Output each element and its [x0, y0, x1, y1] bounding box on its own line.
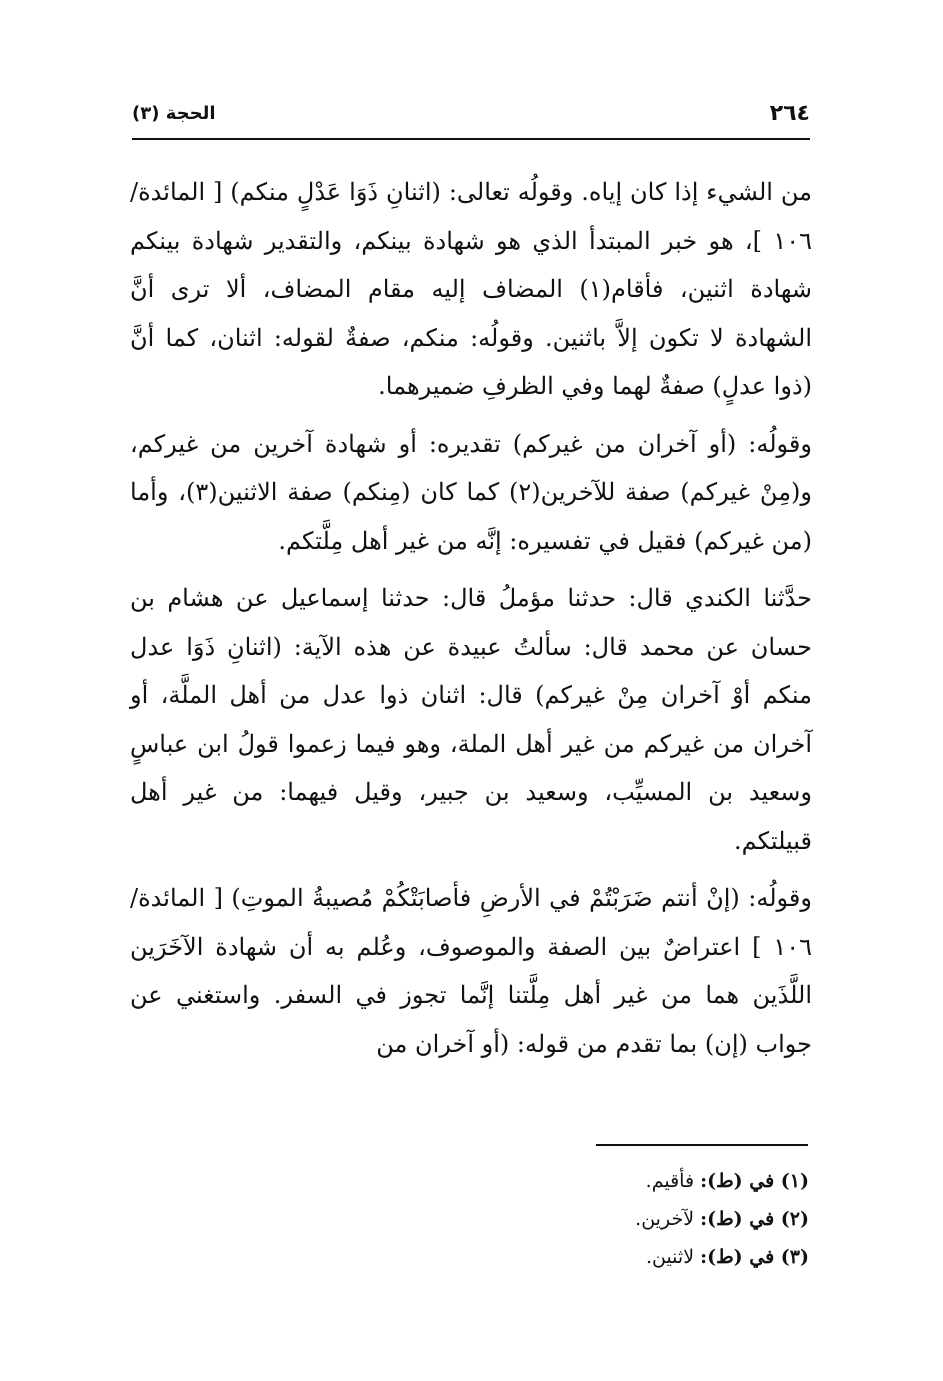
paragraph: وقولُه: (إنْ أنتم ضَرَبْتُمْ في الأرضِ فأصابَتْكُمْ مُصيبةُ الموتِ) [ المائدة/١٠٦ ] اعتراضٌ بين الصفة والموصوف، وعُلم به أن شهادة الآخَرَين اللَّذَين هما من غير أهل مِلَّتنا إنَّما تجوز في السفر. واستغني عن جواب (إن) بما تقدم من قوله: (أو آخران من: [130, 884, 812, 1058]
page-header: [132, 96, 810, 132]
footnote: [409, 1238, 809, 1276]
footnote-label: (٣) في (ط):: [700, 1246, 809, 1268]
footnotes: [409, 1162, 809, 1276]
main-text: [130, 168, 812, 1077]
footnote: [409, 1162, 809, 1200]
footnote: [409, 1200, 809, 1238]
header-rule: [132, 138, 810, 140]
running-title: الحجة (٣): [132, 103, 216, 124]
footnote-label: (١) في (ط):: [700, 1170, 809, 1192]
paragraph: من الشيء إذا كان إياه. وقولُه تعالى: (اثنانِ ذَوَا عَدْلٍ منكم) [ المائدة/١٠٦ ]، هو خبر المبتدأ الذي هو شهادة بينكم، والتقدير شهادة بينكم شهادة اثنين، فأقام(١) المضاف إليه مقام المضاف، ألا ترى أنَّ الشهادة لا تكون إلاَّ باثنين. وقولُه: منكم، صفةٌ لقوله: اثنان، كما أنَّ (ذوا عدلٍ) صفةٌ لهما وفي الظرفِ ضميرهما.: [130, 178, 812, 400]
page-number: ٢٦٤: [769, 101, 810, 126]
paragraph: حدَّثنا الكندي قال: حدثنا مؤملُ قال: حدثنا إسماعيل عن هشام بن حسان عن محمد قال: سألتُ عبيدة عن هذه الآية: (اثنانِ ذَوَا عدل منكم أوْ آخران مِنْ غيركم) قال: اثنان ذوا عدل من أهل الملَّة، أو آخران من غيركم من غير أهل الملة، وهو فيما زعموا قولُ ابن عباسٍ وسعيد بن المسيِّب، وسعيد بن جبير، وقيل فيهما: من غير أهل قبيلتكم.: [130, 584, 812, 855]
paragraph: وقولُه: (أو آخران من غيركم) تقديره: أو شهادة آخرين من غيركم، و(مِنْ غيركم) صفة للآخرين(٢) كما كان (مِنكم) صفة الاثنين(٣)، وأما (من غيركم) فقيل في تفسيره: إنَّه من غير أهل مِلَّتكم.: [130, 429, 813, 555]
footnote-text: لآخرين.: [635, 1208, 695, 1230]
footnote-rule: [596, 1144, 808, 1146]
footnote-label: (٢) في (ط):: [700, 1208, 809, 1230]
footnote-text: فأقيم.: [645, 1170, 695, 1192]
footnote-text: لاثنين.: [645, 1246, 695, 1268]
